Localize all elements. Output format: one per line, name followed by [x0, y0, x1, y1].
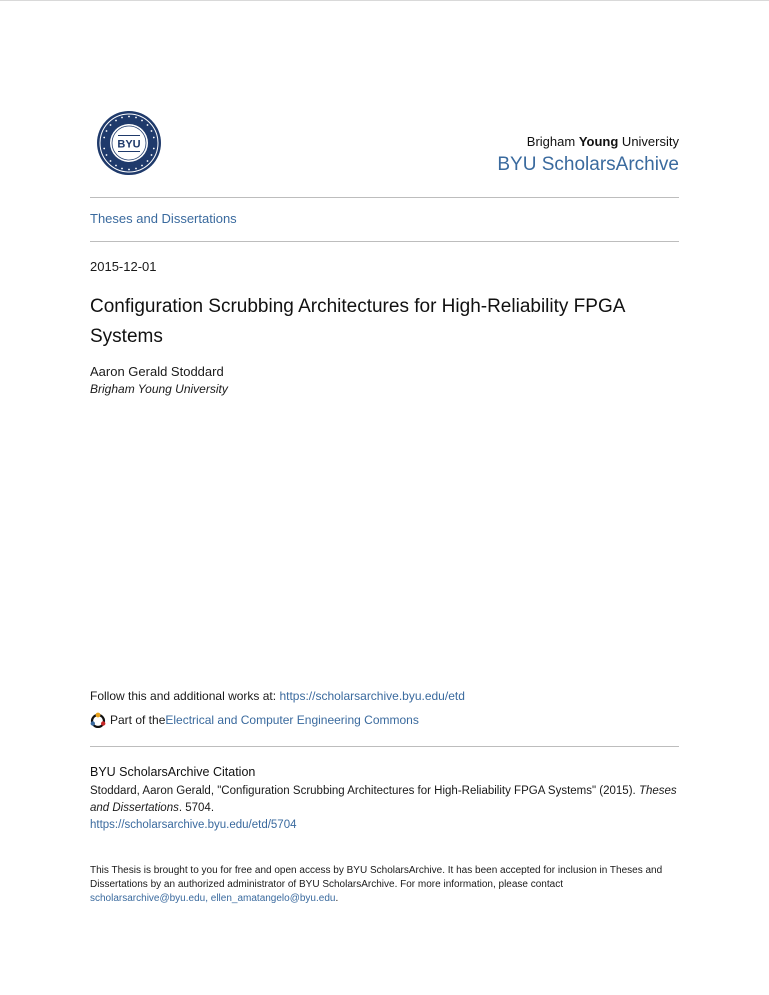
citation-url-link[interactable]: https://scholarsarchive.byu.edu/etd/5704: [90, 819, 297, 831]
follow-prefix: Follow this and additional works at:: [90, 689, 280, 703]
archive-name[interactable]: BYU ScholarsArchive: [497, 154, 679, 175]
author-affiliation: Brigham Young University: [90, 382, 228, 396]
divider: [90, 197, 679, 198]
divider: [90, 241, 679, 242]
svg-text:BYU: BYU: [117, 138, 141, 151]
citation-start: Stoddard, Aaron Gerald, "Configuration Scrubbing Architectures for High-Reliability FPGA Systems" (2015).: [90, 785, 639, 797]
citation-series: Theses and Dissertations: [90, 785, 677, 814]
contact-email-links[interactable]: scholarsarchive@byu.edu, ellen_amatangelo@byu.edu: [90, 893, 336, 904]
cover-page: [90, 0, 679, 995]
access-notice: This Thesis is brought to you for free and open access by BYU ScholarsArchive. It has been accepted for inclusion in Theses and Dissertations by an authorized administrator of BYU ScholarsArchive. For more information, please contact scholarsarchive@byu.edu, ellen_amatangelo@byu.edu.: [90, 865, 663, 904]
etd-collection-link[interactable]: https://scholarsarchive.byu.edu/etd: [279, 689, 465, 703]
divider: [90, 746, 679, 747]
part-of-line: [90, 712, 419, 728]
byu-seal-logo: [96, 110, 162, 176]
citation-text: [90, 783, 679, 834]
citation-end: . 5704.: [178, 802, 215, 814]
follow-line: [90, 689, 465, 703]
citation-heading: BYU ScholarsArchive Citation: [90, 765, 256, 779]
institution-block: [497, 134, 679, 176]
part-of-prefix: Part of the: [110, 713, 166, 727]
commons-link[interactable]: Electrical and Computer Engineering Commons: [165, 713, 419, 727]
access-notice-text: This Thesis is brought to you for free and open access by BYU ScholarsArchive. It has been accepted for inclusion in Theses and Dissertations by an authorized administrator of BYU ScholarsArchive. For more information, please contact: [90, 865, 663, 890]
institution-name: Brigham Young University: [526, 134, 679, 149]
commons-network-icon: [90, 712, 106, 728]
publication-date: 2015-12-01: [90, 259, 157, 274]
author-name: Aaron Gerald Stoddard: [90, 364, 224, 379]
thesis-title: Configuration Scrubbing Architectures for High-Reliability FPGA Systems: [90, 296, 625, 347]
series-link[interactable]: Theses and Dissertations: [90, 211, 237, 226]
